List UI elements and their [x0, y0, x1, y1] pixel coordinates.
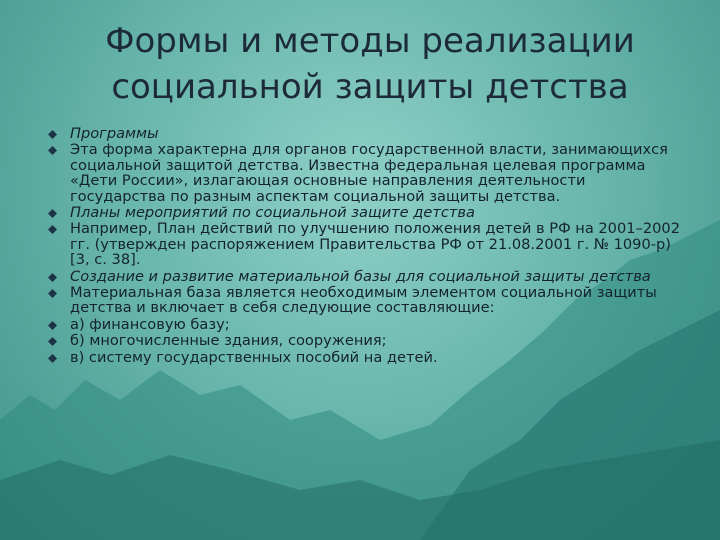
diamond-bullet-icon — [48, 130, 57, 139]
bullet-item — [44, 142, 684, 204]
bullet-text: Создание и развитие материальной базы для социальной защиты детства — [70, 267, 651, 285]
diamond-bullet-icon — [48, 289, 57, 298]
slide-title-line-1: Формы и методы реализации — [105, 21, 635, 61]
bullet-item — [44, 205, 684, 220]
diamond-bullet-icon — [48, 146, 57, 155]
bullet-item — [44, 350, 684, 365]
bullet-list — [44, 126, 684, 366]
bullet-item — [44, 333, 684, 348]
diamond-bullet-icon — [48, 337, 57, 346]
diamond-bullet-icon — [48, 321, 57, 330]
bullet-item — [44, 317, 684, 332]
slide-title-line-2: социальной защиты детства — [111, 67, 629, 107]
bullet-item — [44, 221, 684, 267]
bullet-text: Эта форма характерна для органов государственной власти, занимающихся социальной защитой детства. Известна федеральная целевая программа «Дети России», излагающая основные направления деятельности государства по разным аспектам социальной защиты детства. — [70, 141, 668, 205]
diamond-bullet-icon — [48, 225, 57, 234]
bullet-text: а) финансовую базу; — [70, 315, 230, 333]
bullet-text: Программы — [70, 125, 159, 142]
bullet-text: Материальная база является необходимым элементом социальной защиты детства и включает в себя следующие составляющие: — [70, 284, 657, 317]
bullet-item — [44, 285, 684, 316]
bullet-text: в) систему государственных пособий на детей. — [70, 348, 438, 366]
bullet-text: Например, План действий по улучшению положения детей в РФ на 2001–2002 гг. (утвержден распоряжением Правительства РФ от 21.08.2001 г. № 1090-р) [3, с. 38]. — [70, 220, 680, 269]
diamond-bullet-icon — [48, 273, 57, 282]
bullet-text: Планы мероприятий по социальной защите детства — [70, 204, 475, 222]
bullet-item — [44, 126, 684, 141]
bullet-item — [44, 269, 684, 284]
diamond-bullet-icon — [48, 354, 57, 363]
slide-title — [60, 18, 680, 110]
bullet-text: б) многочисленные здания, сооружения; — [70, 332, 387, 350]
diamond-bullet-icon — [48, 209, 57, 218]
